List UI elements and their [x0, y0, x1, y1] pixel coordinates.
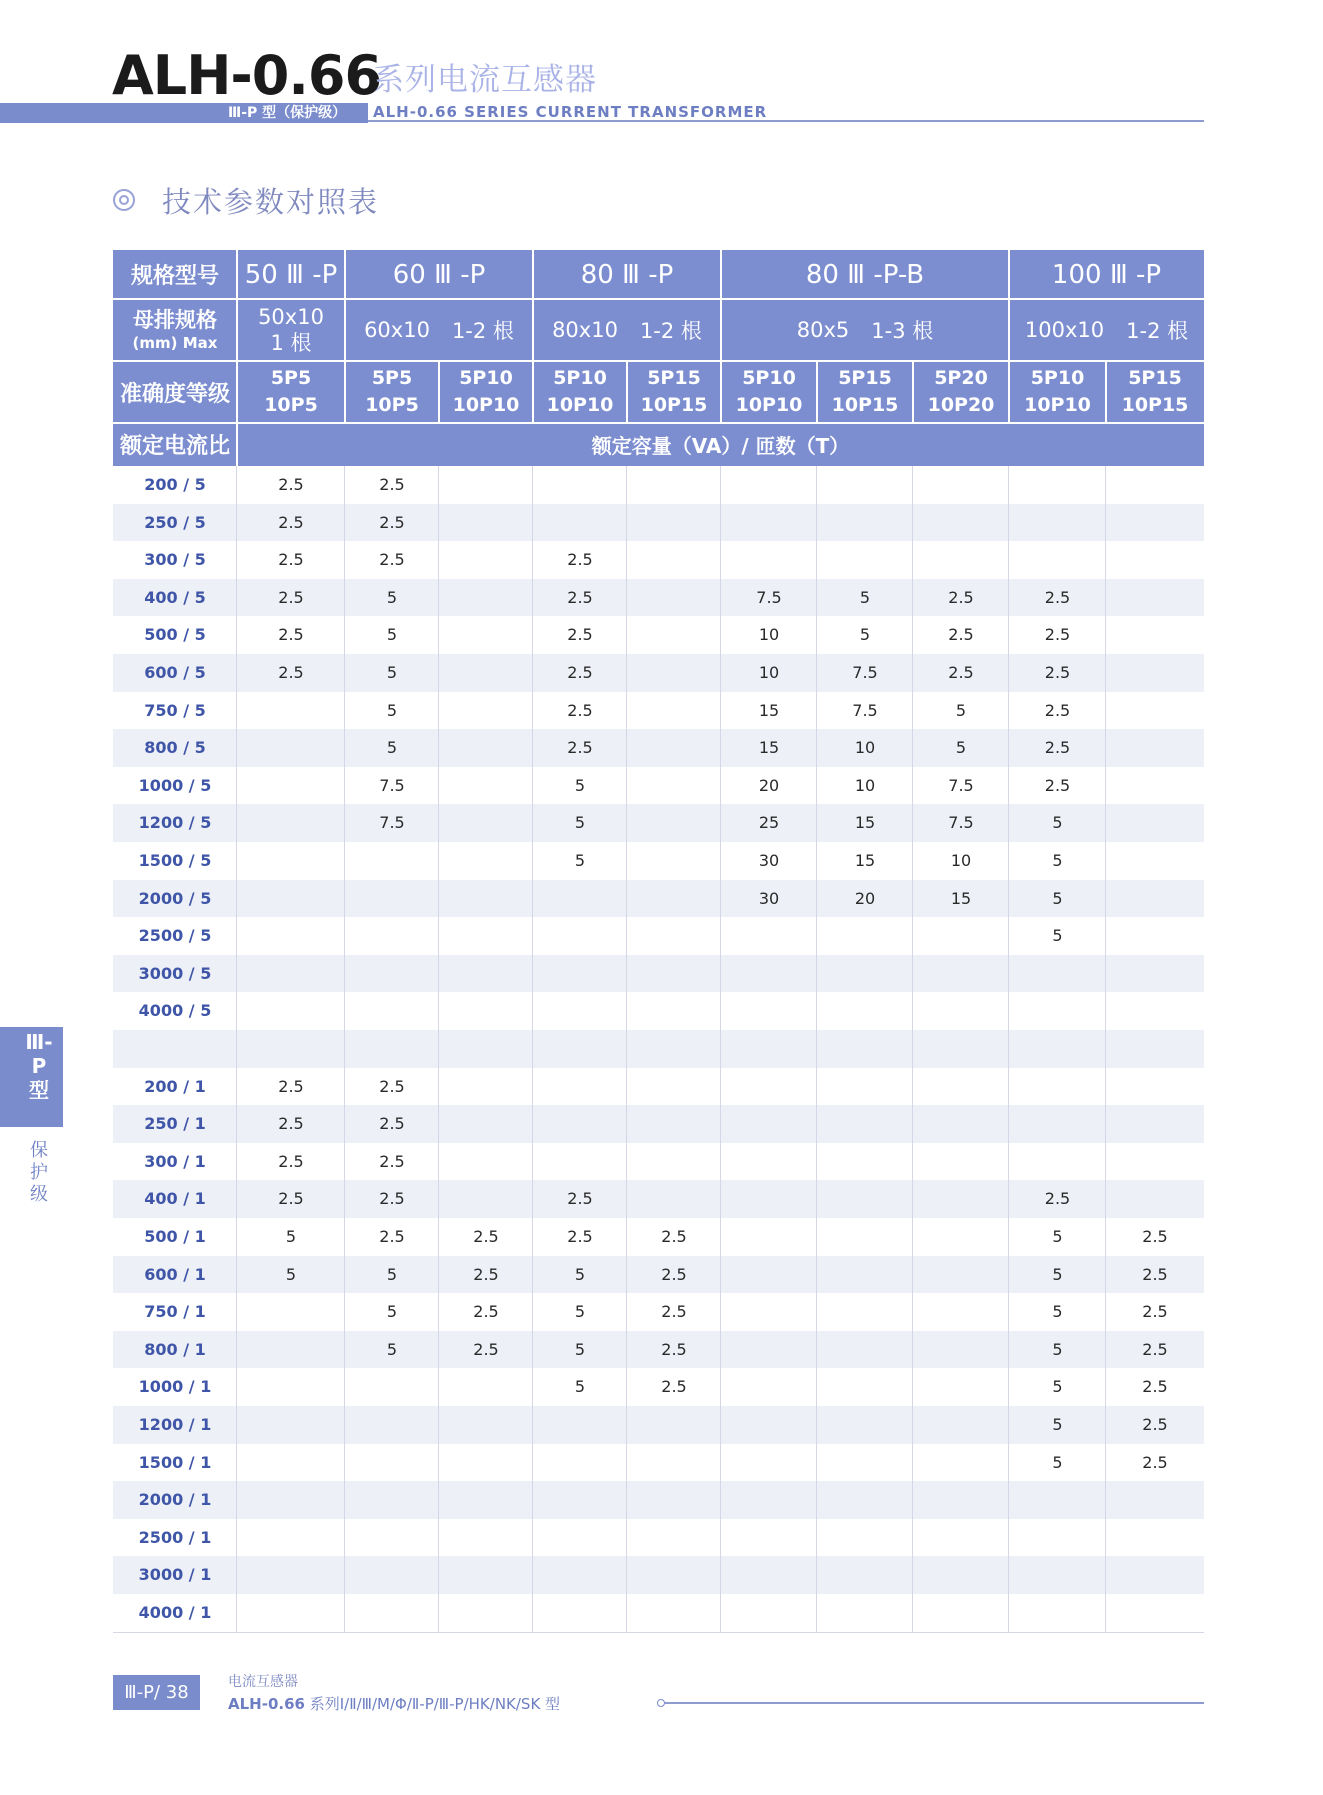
capacity-value: 10	[950, 851, 972, 870]
accuracy-class-line: 5P10	[1030, 367, 1085, 389]
capacity-value: 7.5	[756, 587, 782, 607]
capacity-value: 2.5	[379, 1151, 405, 1171]
busbar-count: 1-2 根	[1126, 319, 1189, 343]
current-ratio-label: 200 / 5	[144, 475, 206, 494]
current-ratio-label: 500 / 1	[144, 1227, 206, 1246]
header-divider	[720, 250, 722, 423]
current-ratio-label: 400 / 1	[144, 1189, 206, 1209]
header-title-en: ALH-0.66 SERIES CURRENT TRANSFORMER	[373, 103, 768, 121]
capacity-value: 2.5	[661, 1302, 687, 1322]
footer-series-list: 系列Ⅰ/Ⅱ/Ⅲ/M/Φ/Ⅱ-P/Ⅲ-P/HK/NK/SK 型	[304, 1695, 561, 1713]
accuracy-class	[721, 361, 817, 423]
busbar-size: 80x5	[796, 318, 850, 342]
capacity-value: 2.5	[278, 663, 304, 682]
capacity-value: 10	[854, 775, 876, 795]
capacity-value: 2.5	[567, 587, 593, 607]
capacity-value: 2.5	[567, 1227, 593, 1246]
capacity-value: 5	[574, 851, 586, 870]
capacity-value: 2.5	[278, 1151, 304, 1171]
accuracy-class	[817, 361, 913, 423]
capacity-value: 2.5	[379, 1076, 405, 1096]
capacity-value: 7.5	[852, 663, 878, 682]
capacity-value: 5	[1052, 1227, 1063, 1246]
current-ratio-label: 800 / 1	[144, 1339, 206, 1359]
capacity-value: 5	[859, 625, 871, 645]
capacity-value: 5	[955, 700, 967, 720]
capacity-value: 5	[1052, 813, 1063, 833]
capacity-value: 2.5	[948, 625, 974, 645]
capacity-value: 2.5	[567, 625, 593, 645]
capacity-value: 5	[386, 1302, 398, 1322]
capacity-value: 2.5	[1142, 1339, 1168, 1359]
capacity-value: 5	[1052, 888, 1063, 908]
current-ratio-label: 1000 / 5	[138, 775, 212, 795]
capacity-value: 30	[758, 888, 780, 908]
header-divider	[1105, 361, 1107, 423]
capacity-value: 2.5	[278, 512, 304, 532]
accuracy-class-line: 10P15	[640, 394, 708, 416]
busbar-size: 50x10	[258, 305, 324, 329]
capacity-value: 5	[1052, 1377, 1063, 1397]
capacity-value: 2.5	[948, 587, 974, 607]
capacity-value: 5	[285, 1227, 297, 1246]
capacity-value: 15	[758, 700, 780, 720]
model-header: 60 Ⅲ -P	[345, 250, 533, 299]
header-model: ALH-0.66	[112, 44, 382, 107]
current-ratio-label: 4000 / 1	[138, 1603, 212, 1622]
accuracy-class-line: 10P5	[365, 394, 419, 416]
capacity-value: 15	[854, 813, 876, 833]
current-ratio-label: 1200 / 1	[138, 1415, 212, 1434]
capacity-value: 2.5	[473, 1302, 499, 1322]
capacity-value: 5	[1052, 1415, 1063, 1434]
capacity-value: 2.5	[1044, 738, 1071, 758]
current-ratio-label: 1000 / 1	[138, 1377, 212, 1397]
accuracy-class-line: 10P10	[1024, 394, 1091, 416]
capacity-value: 2.5	[1044, 625, 1071, 645]
model-header: 100 Ⅲ -P	[1009, 250, 1204, 299]
header-divider	[626, 361, 628, 423]
capacity-value: 5	[574, 1264, 586, 1284]
busbar-spec	[721, 299, 1009, 361]
capacity-value: 2.5	[379, 512, 405, 532]
capacity-value: 7.5	[948, 813, 974, 833]
capacity-value: 5	[1052, 926, 1063, 946]
capacity-value: 20	[758, 775, 780, 795]
capacity-value: 2.5	[473, 1339, 499, 1359]
current-ratio-label: 200 / 1	[144, 1076, 206, 1096]
accuracy-class-line: 5P5	[371, 367, 413, 389]
busbar-size: 60x10	[364, 318, 430, 342]
current-ratio-label: 2500 / 5	[138, 926, 212, 946]
header-divider	[344, 250, 346, 423]
model-header: 80 Ⅲ -P-B	[721, 250, 1009, 299]
header-divider	[532, 250, 534, 423]
capacity-value: 2.5	[1044, 775, 1071, 795]
capacity-value: 5	[1052, 1452, 1063, 1472]
accuracy-class	[913, 361, 1009, 423]
row-stripe	[113, 1030, 1204, 1068]
capacity-value: 2.5	[278, 550, 304, 570]
header-divider	[1008, 250, 1010, 423]
header-divider	[113, 298, 1204, 300]
capacity-value: 2.5	[661, 1264, 687, 1284]
accuracy-class	[237, 361, 345, 423]
capacity-value: 5	[955, 738, 967, 758]
row-stripe	[113, 1556, 1204, 1594]
capacity-value: 5	[386, 700, 398, 720]
footer-dot-icon	[657, 1699, 665, 1707]
accuracy-class-line: 5P15	[1128, 367, 1182, 389]
capacity-value: 15	[854, 851, 876, 870]
header-divider	[438, 361, 440, 423]
capacity-value: 5	[1052, 1302, 1063, 1322]
accuracy-class-line: 10P10	[735, 394, 803, 416]
accuracy-class	[627, 361, 721, 423]
busbar-size: 100x10	[1024, 318, 1105, 342]
busbar-count: 1-3 根	[871, 319, 934, 343]
accuracy-class-line: 10P10	[546, 394, 614, 416]
capacity-value: 15	[758, 738, 780, 758]
capacity-value: 7.5	[852, 700, 878, 720]
capacity-value: 2.5	[567, 1189, 593, 1209]
footer-series	[228, 1694, 560, 1714]
capacity-value: 2.5	[1142, 1264, 1168, 1284]
capacity-value: 2.5	[1142, 1415, 1168, 1434]
capacity-value: 2.5	[1044, 700, 1071, 720]
capacity-value: 2.5	[473, 1264, 499, 1284]
capacity-value: 5	[574, 1339, 586, 1359]
capacity-value: 2.5	[379, 1114, 405, 1134]
current-ratio-label: 300 / 1	[144, 1151, 206, 1171]
capacity-value: 2.5	[278, 1189, 304, 1209]
current-ratio-label: 600 / 1	[144, 1264, 206, 1284]
header-label-busbar	[113, 299, 237, 361]
header-divider	[113, 360, 1204, 362]
busbar-count: 1-2 根	[639, 319, 702, 343]
capacity-value: 2.5	[278, 475, 304, 494]
accuracy-class-line: 5P15	[838, 367, 892, 389]
footer-category: 电流互感器	[228, 1674, 298, 1690]
capacity-value: 5	[574, 1377, 586, 1397]
accuracy-class-line: 5P15	[647, 367, 701, 389]
capacity-value: 2.5	[1142, 1377, 1168, 1397]
capacity-value: 2.5	[661, 1227, 687, 1246]
current-ratio-label: 300 / 5	[144, 550, 206, 570]
capacity-value: 2.5	[567, 550, 593, 570]
capacity-value: 5	[386, 1339, 398, 1359]
accuracy-class-line: 10P15	[1121, 394, 1189, 416]
header-label-accuracy: 准确度等级	[113, 361, 237, 423]
capacity-value: 5	[386, 738, 398, 758]
model-header: 50 Ⅲ -P	[237, 250, 345, 299]
current-ratio-label: 250 / 5	[144, 512, 206, 532]
capacity-value: 10	[758, 663, 780, 682]
capacity-value: 2.5	[278, 587, 304, 607]
current-ratio-label: 600 / 5	[144, 663, 206, 682]
footer-page-number: Ⅲ-P/ 38	[124, 1682, 189, 1703]
current-ratio-label: 500 / 5	[144, 625, 206, 645]
section-title: 技术参数对照表	[162, 185, 380, 219]
capacity-value: 5	[574, 1302, 586, 1322]
capacity-value: 5	[1052, 1339, 1063, 1359]
header-label-ratio: 额定电流比	[113, 423, 237, 466]
header-title-cn: 系列电流互感器	[373, 62, 597, 98]
current-ratio-label: 1200 / 5	[138, 813, 212, 833]
accuracy-class	[345, 361, 439, 423]
capacity-value: 10	[854, 738, 876, 758]
capacity-value: 2.5	[567, 663, 593, 682]
footer-series-model: ALH-0.66	[228, 1695, 305, 1713]
busbar-count: 1 根	[270, 331, 312, 355]
header-label-model: 规格型号	[113, 250, 237, 299]
capacity-value: 2.5	[278, 625, 304, 645]
accuracy-class-line: 5P10	[459, 367, 513, 389]
footer-rule	[665, 1702, 1204, 1704]
capacity-value: 7.5	[948, 775, 974, 795]
busbar-spec	[345, 299, 533, 361]
capacity-value: 2.5	[278, 1114, 304, 1134]
capacity-value: 2.5	[1044, 1189, 1071, 1209]
current-ratio-label: 1500 / 1	[138, 1452, 212, 1472]
capacity-value: 5	[285, 1264, 297, 1284]
header-divider	[816, 361, 818, 423]
busbar-spec	[533, 299, 721, 361]
current-ratio-label: 750 / 1	[144, 1302, 206, 1322]
current-ratio-label: 400 / 5	[144, 587, 206, 607]
capacity-value: 2.5	[1142, 1302, 1168, 1322]
header-type-label: Ⅲ-P 型（保护级）	[228, 105, 347, 121]
row-stripe	[113, 955, 1204, 993]
capacity-value: 15	[950, 888, 972, 908]
current-ratio-label: 800 / 5	[144, 738, 206, 758]
capacity-value: 25	[758, 813, 780, 833]
current-ratio-label: 1500 / 5	[138, 851, 212, 870]
header-divider	[236, 250, 238, 466]
capacity-value: 2.5	[379, 475, 405, 494]
capacity-value: 2.5	[379, 1227, 405, 1246]
capacity-value: 2.5	[567, 700, 593, 720]
capacity-value: 2.5	[1142, 1227, 1168, 1246]
capacity-value: 2.5	[661, 1339, 687, 1359]
capacity-value: 5	[574, 775, 586, 795]
capacity-value: 2.5	[567, 738, 593, 758]
current-ratio-label: 3000 / 5	[138, 963, 212, 983]
target-circle-icon	[113, 189, 135, 211]
accuracy-class-line: 10P5	[264, 394, 318, 416]
capacity-value: 7.5	[379, 813, 405, 833]
capacity-value: 2.5	[1044, 663, 1071, 682]
header-divider	[113, 422, 1204, 424]
accuracy-class-line: 10P20	[927, 394, 995, 416]
busbar-spec	[237, 299, 345, 361]
accuracy-class-line: 10P10	[452, 394, 520, 416]
capacity-value: 2.5	[1044, 587, 1071, 607]
capacity-value: 5	[386, 587, 398, 607]
capacity-value: 5	[1052, 851, 1063, 870]
accuracy-class-line: 5P5	[270, 367, 312, 389]
capacity-value: 2.5	[1142, 1452, 1168, 1472]
capacity-value: 10	[758, 625, 780, 645]
side-tab-type: Ⅲ-P 型	[25, 1030, 53, 1102]
accuracy-class	[1009, 361, 1106, 423]
capacity-value: 5	[386, 625, 398, 645]
capacity-value: 2.5	[379, 1189, 405, 1209]
table-bottom-rule	[113, 1632, 1204, 1633]
capacity-value: 20	[854, 888, 876, 908]
accuracy-class	[1106, 361, 1204, 423]
current-ratio-label: 2000 / 1	[138, 1490, 212, 1510]
accuracy-class-line: 5P20	[934, 367, 988, 389]
busbar-count: 1-2 根	[451, 319, 514, 343]
capacity-value: 30	[758, 851, 780, 870]
side-tab-grade: 保护级	[30, 1140, 48, 1205]
current-ratio-label: 4000 / 5	[138, 1001, 212, 1021]
capacity-value: 2.5	[278, 1076, 304, 1096]
capacity-value: 2.5	[473, 1227, 499, 1246]
capacity-value: 7.5	[379, 775, 405, 795]
capacity-value: 2.5	[661, 1377, 687, 1397]
capacity-header: 额定容量（VA）/ 匝数（T）	[237, 423, 1204, 466]
current-ratio-label: 3000 / 1	[138, 1565, 212, 1585]
capacity-value: 5	[574, 813, 586, 833]
capacity-value: 5	[859, 587, 871, 607]
header-label-busbar-unit: (mm) Max	[132, 334, 218, 352]
current-ratio-label: 750 / 5	[144, 700, 206, 720]
capacity-value: 5	[386, 663, 398, 682]
capacity-value: 5	[1052, 1264, 1063, 1284]
busbar-size: 80x10	[552, 318, 618, 342]
busbar-spec	[1009, 299, 1204, 361]
current-ratio-label: 2000 / 5	[138, 888, 212, 908]
current-ratio-label: 250 / 1	[144, 1114, 206, 1134]
row-stripe	[113, 1481, 1204, 1519]
accuracy-class	[533, 361, 627, 423]
model-header: 80 Ⅲ -P	[533, 250, 721, 299]
capacity-value: 2.5	[379, 550, 405, 570]
accuracy-class-line: 10P15	[831, 394, 899, 416]
capacity-value: 5	[386, 1264, 398, 1284]
header-label-busbar-text: 母排规格	[133, 308, 217, 332]
current-ratio-label: 2500 / 1	[138, 1527, 212, 1547]
accuracy-class-line: 5P10	[742, 367, 796, 389]
capacity-value: 2.5	[948, 663, 974, 682]
accuracy-class	[439, 361, 533, 423]
header-divider	[912, 361, 914, 423]
accuracy-class-line: 5P10	[553, 367, 607, 389]
